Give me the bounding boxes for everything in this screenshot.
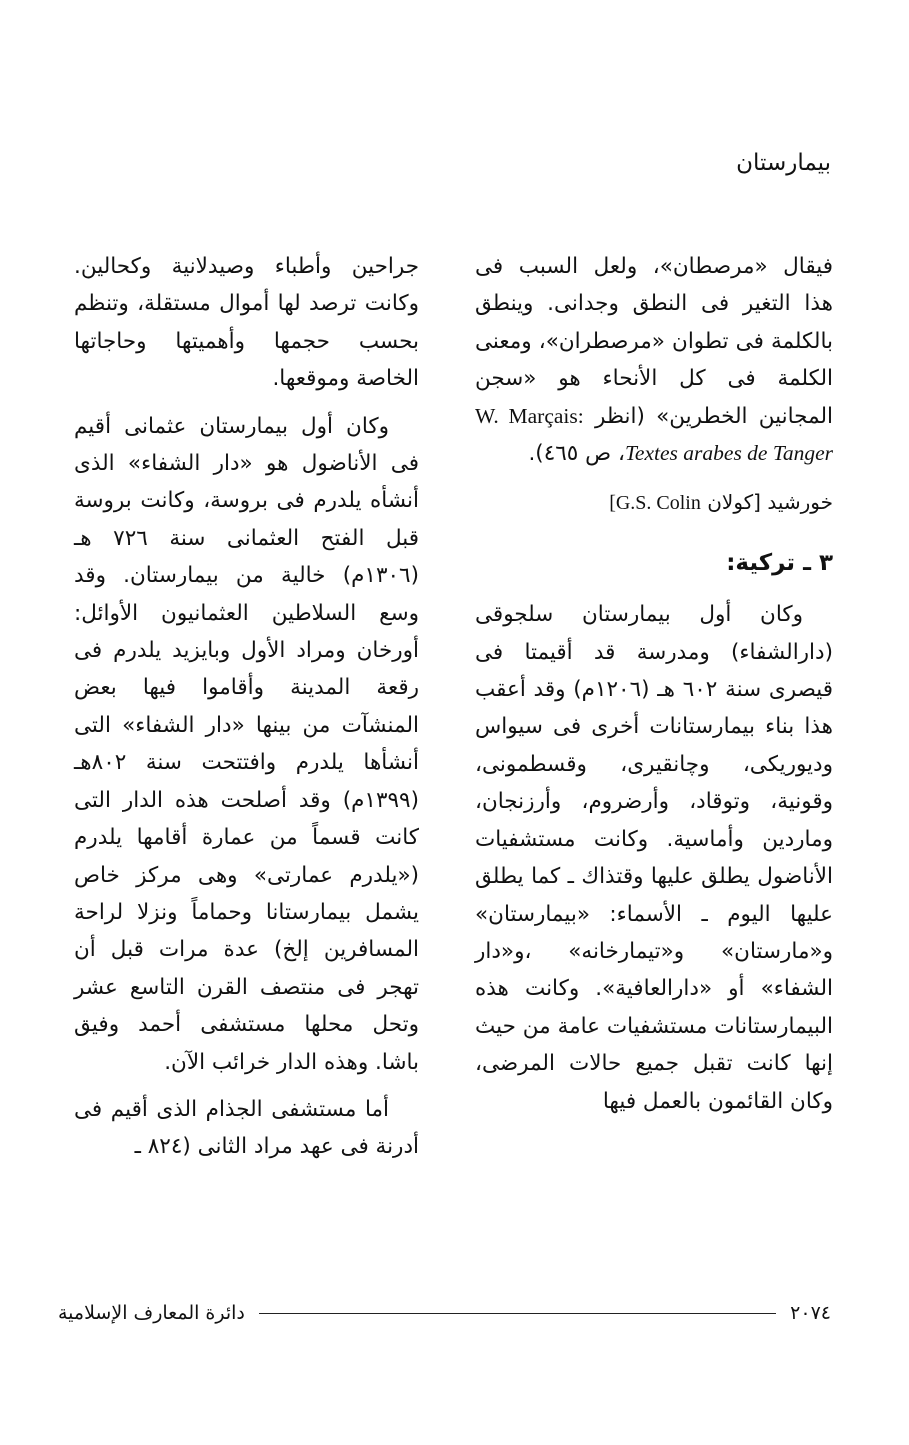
page-footer xyxy=(58,1298,831,1328)
running-head: بيمارستان xyxy=(736,150,831,176)
citation-latin: [G.S. Colin xyxy=(609,492,701,515)
page-number: ٢٠٧٤ xyxy=(790,1302,831,1324)
section-heading: ٣ ـ تركية: xyxy=(726,549,833,576)
paragraph: أما مستشفى الجذام الذى أقيم فى أدرنة فى عهد مراد الثانى (٨٢٤ ـ xyxy=(74,1096,419,1160)
reference-page: ، ص ٤٦٥). xyxy=(528,441,625,467)
paragraph: جراحين وأطباء وصيدلانية وكحالين. وكانت ترصد لها أموال مستقلة، وتنظم بحسب حجمها وأهميتها وحاجاتها الخاصة وموقعها. xyxy=(74,254,419,392)
latin-reference-title: Textes arabes de Tanger xyxy=(624,441,833,466)
latin-reference-author: W. Marçais: xyxy=(475,403,584,428)
author-citation xyxy=(475,484,833,522)
paragraph: وكان أول بيمارستان عثمانى أقيم فى الأناضول هو «دار الشفاء» الذى أنشأه يلدرم فى بروسة، وكانت بروسة قبل الفتح العثمانى سنة ٧٢٦ هـ (١٣٠٦م) خالية من بيمارستان. وقد وسع السلاطين العثمانيون الأوائل: أورخان ومراد الأول وبايزيد يلدرم فى رقعة المدينة وأقاموا فيها بعض المنشآت من بينها «دار الشفاء» التى أنشأها يلدرم وافتتحت سنة ٨٠٢هـ (١٣٩٩م) وقد أصلحت هذه الدار التى كانت قسماً من عمارة أقامها يلدرم («يلدرم عمارتى» وهى مركز خاص يشمل بيمارستانا وحماماً ونزلا لراحة المسافرين إلخ) عدة مرات قبل أن تهجر فى منتصف القرن التاسع عشر وتحل محلها مستشفى أحمد وفيق باشا. وهذه الدار خرائب الآن. xyxy=(74,413,419,1075)
citation-name: خورشيد xyxy=(767,490,833,515)
publication-title: دائرة المعارف الإسلامية xyxy=(58,1302,245,1324)
citation-arabic: [كولان xyxy=(707,490,761,515)
paragraph: وكان أول بيمارستان سلجوقى (دارالشفاء) ومدرسة قد أقيمتا فى قيصرى سنة ٦٠٢ هـ (١٢٠٦م) وقد أعقب هذا بناء بيمارستانات أخرى فى سيواس وديوريكى، وچانقيرى، وقسطمونى، وقونية، وتوقاد، وأرضروم، وأرزنجان، وماردين وأماسية. وكانت مستشفيات الأناضول يطلق عليها وقتذاك ـ كما يطلق عليها اليوم ـ الأسماء: «بيمارستان» و«مارستان» و«تيمارخانه» ،و«دار الشفاء» أو «دارالعافية». وكانت هذه البيمارستانات مستشفيات عامة من حيث إنها كانت تقبل جميع حالات المرضى، وكان القائمون بالعمل فيها xyxy=(475,602,833,1114)
footer-divider xyxy=(259,1313,776,1314)
paragraph xyxy=(475,248,833,472)
left-column xyxy=(74,248,419,1176)
right-column xyxy=(475,248,833,1130)
paragraph-text: فيقال «مرصطان»، ولعل السبب فى هذا التغير فى النطق وجدانى. وينطق بالكلمة فى تطوان «مرصطران»، ومعنى الكلمة فى كل الأنحاء هو «سجن المجانين الخطرين» (انظر xyxy=(475,254,833,429)
